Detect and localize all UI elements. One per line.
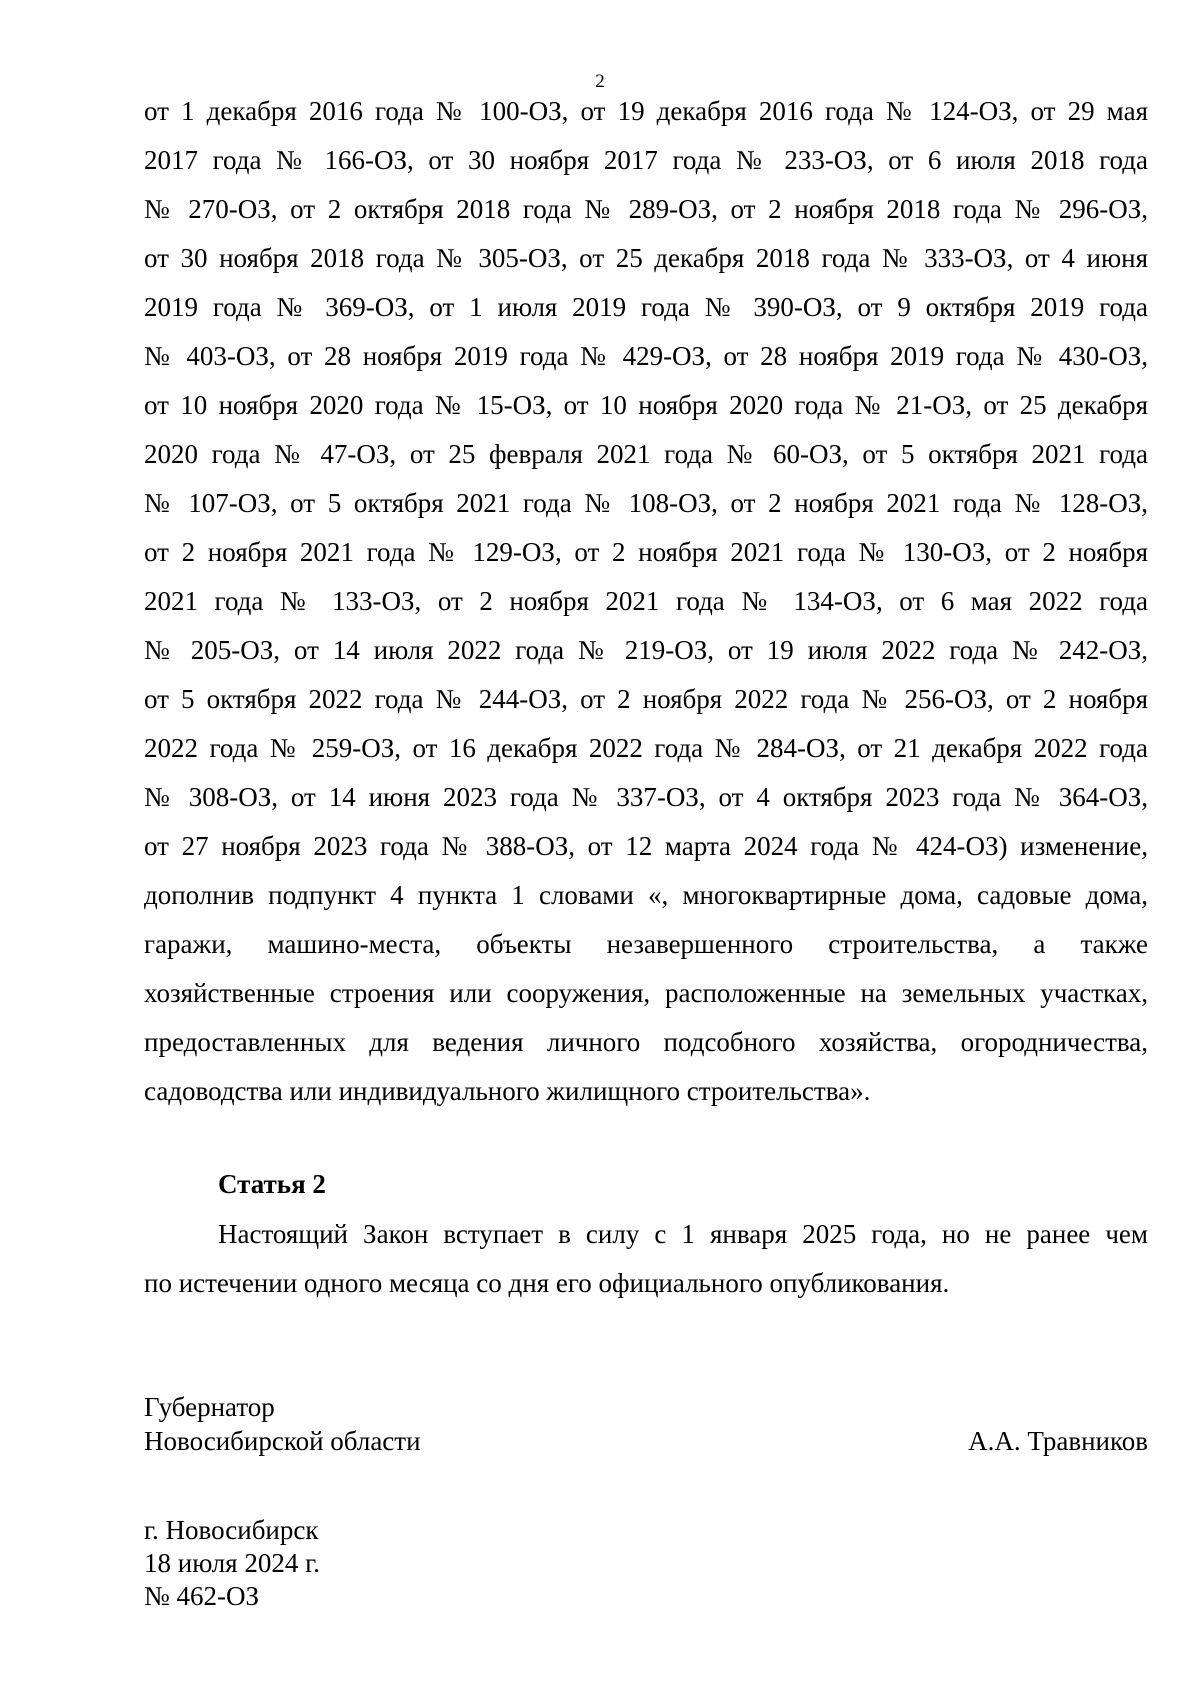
article-2-text: [144, 1210, 1148, 1308]
body-line: № 205-ОЗ, от 14 июля 2022 года № 219-ОЗ, от 19 июля 2022 года № 242-ОЗ,: [144, 635, 1148, 665]
page-number: 2: [595, 71, 605, 92]
footer-date: 18 июля 2024 г.: [144, 1548, 320, 1578]
article-2-line: Настоящий Закон вступает в силу с 1 января 2025 года, но не ранее чем: [218, 1219, 1148, 1249]
body-line: садоводства или индивидуального жилищного строительства».: [144, 1076, 871, 1106]
body-line: 2020 года № 47-ОЗ, от 25 февраля 2021 года № 60-ОЗ, от 5 октября 2021 года: [144, 439, 1148, 469]
footer-law-number: № 462-ОЗ: [144, 1581, 260, 1611]
body-line: хозяйственные строения или сооружения, расположенные на земельных участках,: [144, 978, 1148, 1008]
article-2-heading: Статья 2: [218, 1169, 326, 1199]
document-footer: [144, 1514, 320, 1613]
body-line: от 30 ноября 2018 года № 305-ОЗ, от 25 декабря 2018 года № 333-ОЗ, от 4 июня: [144, 243, 1148, 273]
body-line: от 27 ноября 2023 года № 388-ОЗ, от 12 марта 2024 года № 424-ОЗ) изменение,: [144, 831, 1148, 861]
signatory-title-line: Губернатор: [144, 1392, 275, 1422]
body-line: № 107-ОЗ, от 5 октября 2021 года № 108-ОЗ, от 2 ноября 2021 года № 128-ОЗ,: [144, 488, 1148, 518]
body-line: от 1 декабря 2016 года № 100-ОЗ, от 19 декабря 2016 года № 124-ОЗ, от 29 мая: [144, 96, 1148, 126]
body-line: 2017 года № 166-ОЗ, от 30 ноября 2017 года № 233-ОЗ, от 6 июля 2018 года: [144, 145, 1148, 175]
body-line: 2019 года № 369-ОЗ, от 1 июля 2019 года № 390-ОЗ, от 9 октября 2019 года: [144, 292, 1148, 322]
body-line: от 10 ноября 2020 года № 15-ОЗ, от 10 ноября 2020 года № 21-ОЗ, от 25 декабря: [144, 390, 1148, 420]
signatory-title: [144, 1390, 421, 1458]
body-line: № 403-ОЗ, от 28 ноября 2019 года № 429-ОЗ, от 28 ноября 2019 года № 430-ОЗ,: [144, 341, 1148, 371]
body-line: от 2 ноября 2021 года № 129-ОЗ, от 2 ноября 2021 года № 130-ОЗ, от 2 ноября: [144, 537, 1148, 567]
body-line: дополнив подпункт 4 пункта 1 словами «, многоквартирные дома, садовые дома,: [144, 880, 1148, 910]
body-line: 2021 года № 133-ОЗ, от 2 ноября 2021 года № 134-ОЗ, от 6 мая 2022 года: [144, 586, 1148, 616]
body-line: предоставленных для ведения личного подсобного хозяйства, огородничества,: [144, 1027, 1148, 1057]
body-line: гаражи, машино-места, объекты незавершенного строительства, а также: [144, 929, 1148, 959]
law-body-text: [144, 87, 1148, 1116]
article-2-line: по истечении одного месяца со дня его официального опубликования.: [144, 1268, 950, 1298]
body-line: от 5 октября 2022 года № 244-ОЗ, от 2 ноября 2022 года № 256-ОЗ, от 2 ноября: [144, 684, 1148, 714]
signature-block: [144, 1390, 1148, 1458]
body-line: № 308-ОЗ, от 14 июня 2023 года № 337-ОЗ, от 4 октября 2023 года № 364-ОЗ,: [144, 782, 1148, 812]
signatory-title-line: Новосибирской области: [144, 1426, 421, 1456]
footer-city: г. Новосибирск: [144, 1515, 319, 1545]
signatory-name: А.А. Травников: [968, 1426, 1148, 1456]
body-line: 2022 года № 259-ОЗ, от 16 декабря 2022 года № 284-ОЗ, от 21 декабря 2022 года: [144, 733, 1148, 763]
body-line: № 270-ОЗ, от 2 октября 2018 года № 289-ОЗ, от 2 ноября 2018 года № 296-ОЗ,: [144, 194, 1148, 224]
